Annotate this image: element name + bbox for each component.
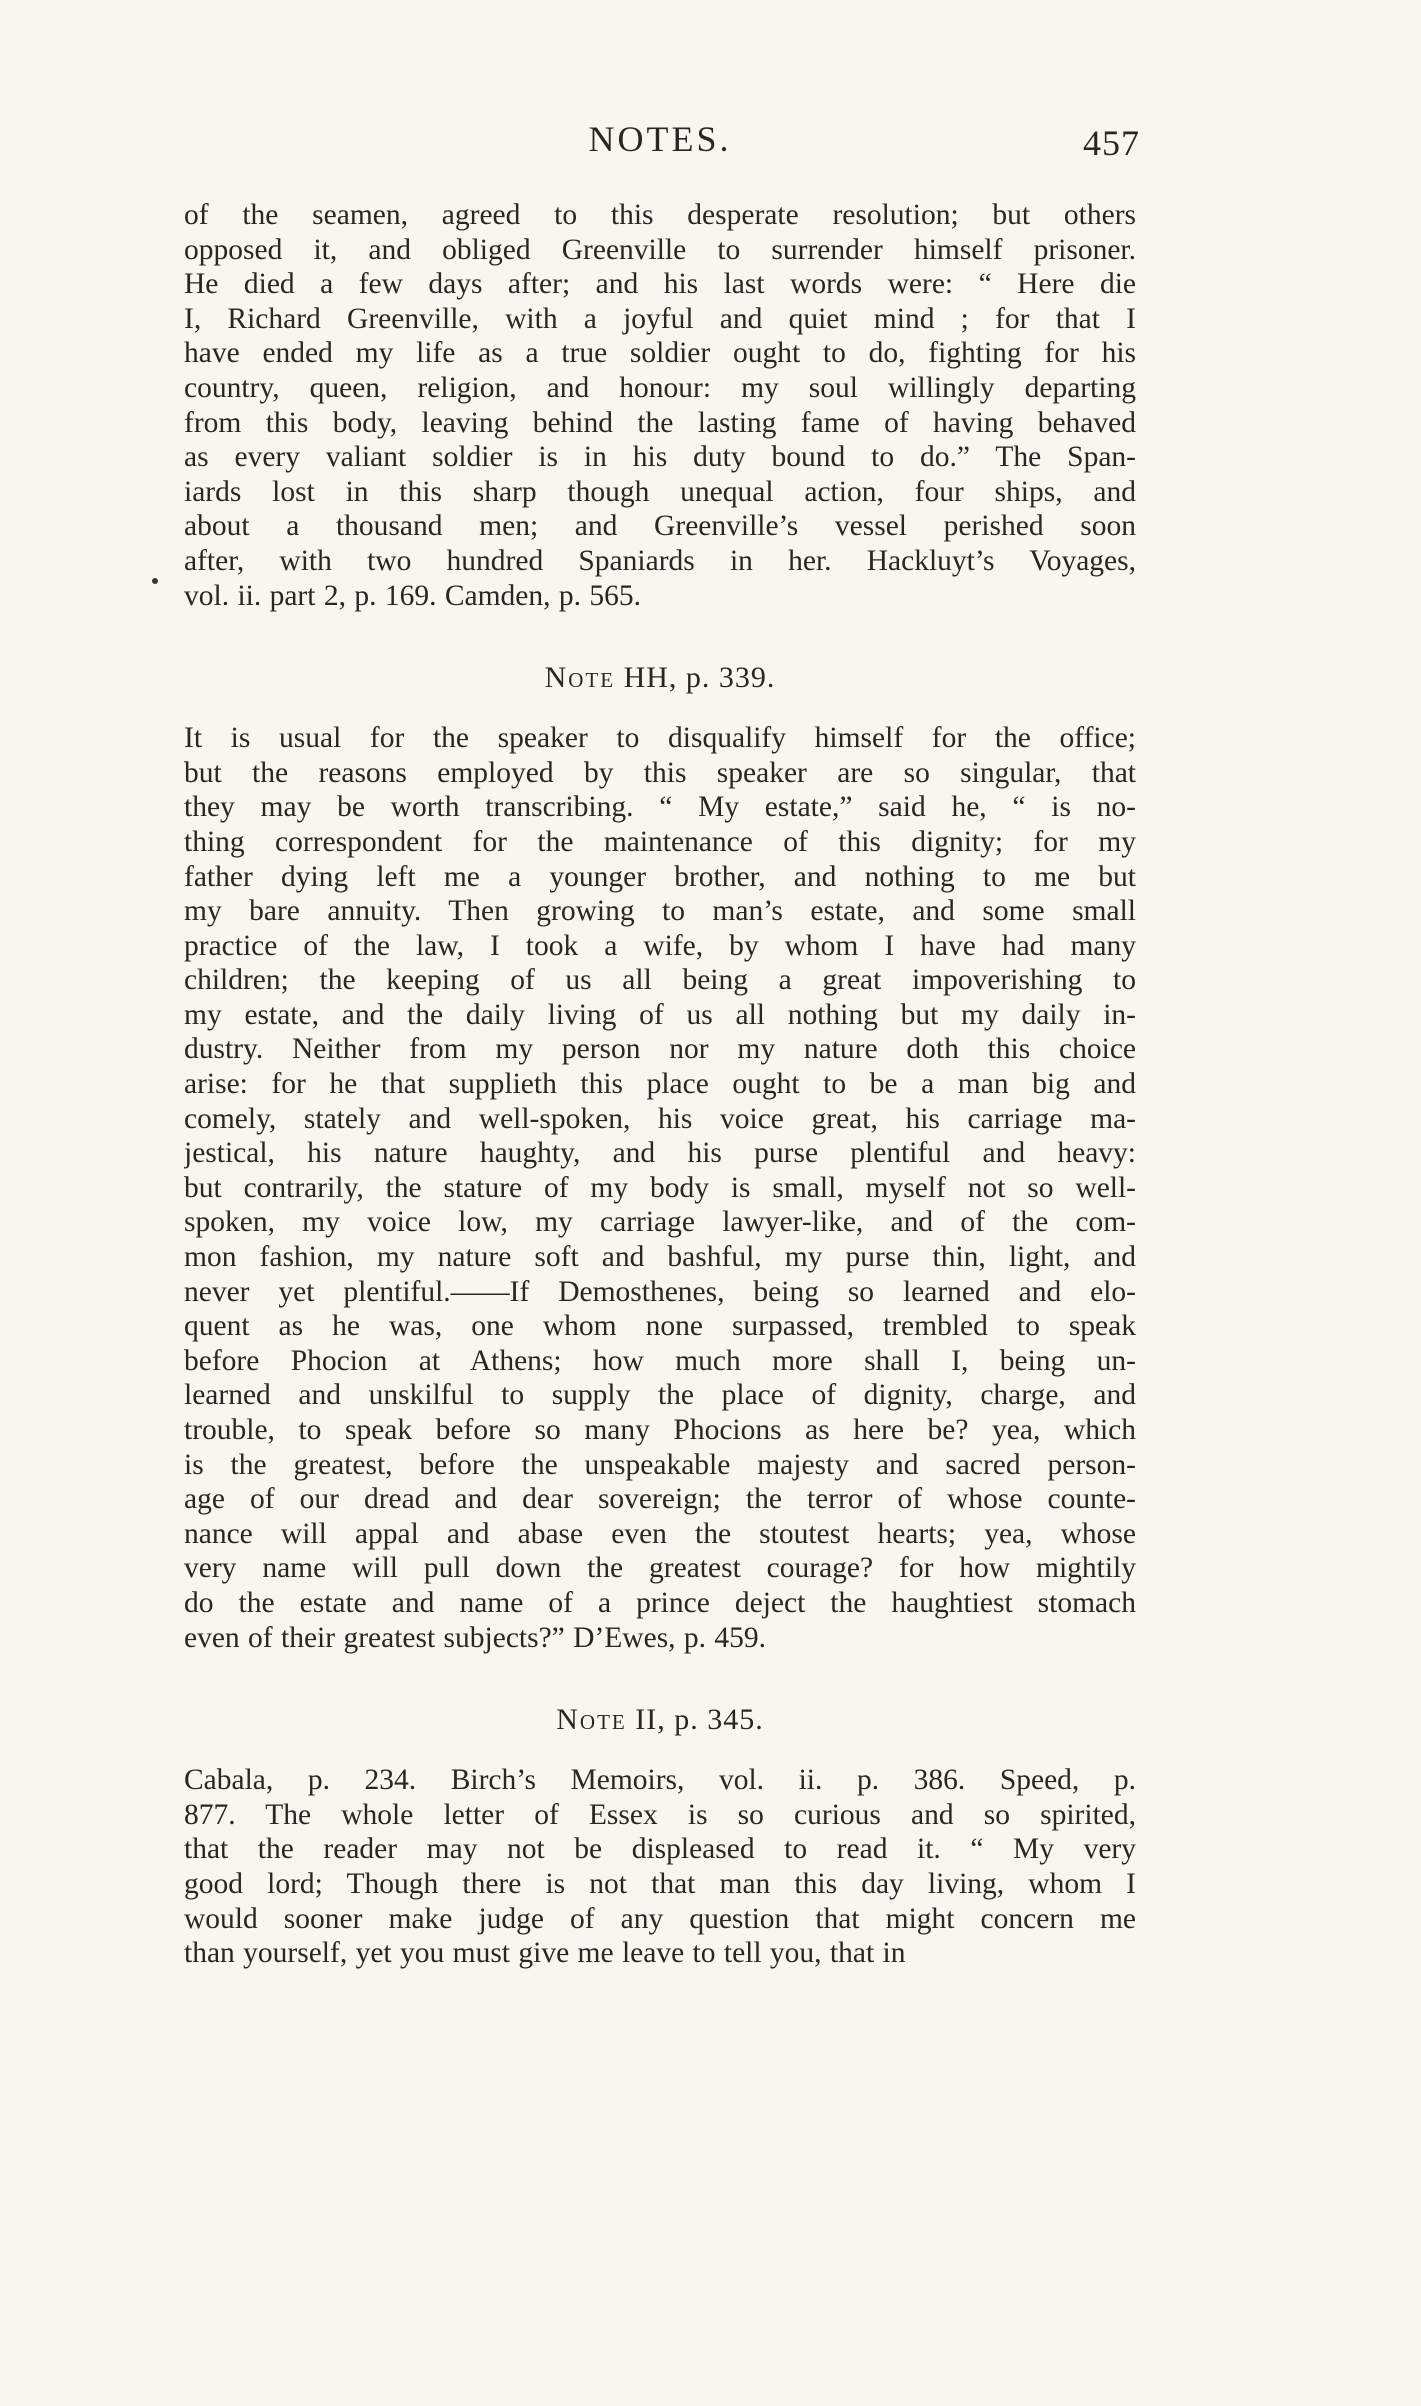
- text-line: before Phocion at Athens; how much more shall I, being un-: [184, 1344, 1136, 1377]
- note-ii-paragraph: [184, 1763, 1136, 1971]
- text-line: father dying left me a younger brother, and nothing to me but: [184, 860, 1136, 893]
- text-line: from this body, leaving behind the lasting fame of having behaved: [184, 406, 1136, 439]
- text-line: children; the keeping of us all being a great impoverishing to: [184, 964, 1136, 997]
- text-line: practice of the law, I took a wife, by whom I have had many: [184, 929, 1136, 962]
- text-line: nance will appal and abase even the stoutest hearts; yea, whose: [184, 1517, 1136, 1550]
- page-number: 457: [1083, 123, 1140, 163]
- text-line: jestical, his nature haughty, and his purse plentiful and heavy:: [184, 1137, 1136, 1170]
- text-line: It is usual for the speaker to disqualify himself for the office;: [184, 722, 1136, 755]
- text-line: vol. ii. part 2, p. 169. Camden, p. 565.: [184, 579, 642, 612]
- text-line: my bare annuity. Then growing to man’s estate, and some small: [184, 895, 1136, 928]
- text-line: do the estate and name of a prince deject the haughtiest stomach: [184, 1586, 1136, 1619]
- text-line: is the greatest, before the unspeakable majesty and sacred person-: [184, 1448, 1136, 1481]
- text-line: learned and unskilful to supply the place of dignity, charge, and: [184, 1379, 1136, 1412]
- note-hh-heading: [184, 661, 1136, 695]
- text-line: than yourself, yet you must give me leave to tell you, that in: [184, 1937, 906, 1970]
- text-line: quent as he was, one whom none surpassed, trembled to speak: [184, 1310, 1136, 1343]
- running-head: [180, 118, 1140, 168]
- text-line: but contrarily, the stature of my body is small, myself not so well-: [184, 1171, 1136, 1204]
- continuation-paragraph: [184, 198, 1136, 613]
- text-line: of the seamen, agreed to this desperate resolution; but others: [184, 199, 1136, 231]
- text-line: have ended my life as a true soldier ought to do, fighting for his: [184, 337, 1136, 370]
- note-ii-heading: [184, 1703, 1136, 1737]
- running-title: NOTES.: [588, 119, 732, 159]
- body-text: [184, 198, 1136, 1971]
- note-ii-heading-word: Note: [556, 1703, 627, 1737]
- text-line: never yet plentiful.——If Demosthenes, being so learned and elo-: [184, 1275, 1136, 1308]
- note-hh-heading-ref: HH, p. 339.: [623, 661, 776, 695]
- text-line: that the reader may not be displeased to read it. “ My very: [184, 1833, 1136, 1866]
- note-ii-heading-ref: II, p. 345.: [635, 1703, 764, 1737]
- text-line: they may be worth transcribing. “ My estate,” said he, “ is no-: [184, 791, 1136, 824]
- text-line: mon fashion, my nature soft and bashful, my purse thin, light, and: [184, 1241, 1136, 1274]
- text-line: age of our dread and dear sovereign; the terror of whose counte-: [184, 1483, 1136, 1516]
- text-line: trouble, to speak before so many Phocions as here be? yea, which: [184, 1414, 1136, 1446]
- text-line: about a thousand men; and Greenville’s vessel perished soon: [184, 510, 1136, 543]
- text-line: thing correspondent for the maintenance of this dignity; for my: [184, 825, 1136, 858]
- text-line: very name will pull down the greatest courage? for how mightily: [184, 1552, 1136, 1585]
- note-hh-paragraph: [184, 721, 1136, 1655]
- text-line: would sooner make judge of any question that might concern me: [184, 1902, 1136, 1935]
- text-line: country, queen, religion, and honour: my soul willingly departing: [184, 371, 1136, 404]
- text-line: after, with two hundred Spaniards in her. Hackluyt’s Voyages,: [184, 544, 1136, 577]
- text-line: good lord; Though there is not that man this day living, whom I: [184, 1867, 1136, 1900]
- text-line: my estate, and the daily living of us all nothing but my daily in-: [184, 998, 1136, 1031]
- text-line: dustry. Neither from my person nor my nature doth this choice: [184, 1033, 1136, 1066]
- text-line: 877. The whole letter of Essex is so curious and so spirited,: [184, 1798, 1136, 1831]
- text-line: iards lost in this sharp though unequal action, four ships, and: [184, 475, 1136, 508]
- note-hh-heading-word: Note: [544, 661, 616, 695]
- text-line: but the reasons employed by this speaker are so singular, that: [184, 756, 1136, 789]
- text-line: He died a few days after; and his last words were: “ Here die: [184, 268, 1136, 301]
- text-line: as every valiant soldier is in his duty bound to do.” The Span-: [184, 441, 1136, 474]
- text-line: spoken, my voice low, my carriage lawyer-like, and of the com-: [184, 1206, 1136, 1239]
- text-line: arise: for he that supplieth this place ought to be a man big and: [184, 1068, 1136, 1101]
- text-line: even of their greatest subjects?” D’Ewes, p. 459.: [184, 1621, 767, 1654]
- text-line: I, Richard Greenville, with a joyful and quiet mind ; for that I: [184, 302, 1136, 335]
- text-line: comely, stately and well-spoken, his voice great, his carriage ma-: [184, 1102, 1136, 1135]
- text-line: Cabala, p. 234. Birch’s Memoirs, vol. ii. p. 386. Speed, p.: [184, 1764, 1136, 1797]
- margin-mark: [152, 578, 158, 584]
- text-line: opposed it, and obliged Greenville to surrender himself prisoner.: [184, 233, 1136, 266]
